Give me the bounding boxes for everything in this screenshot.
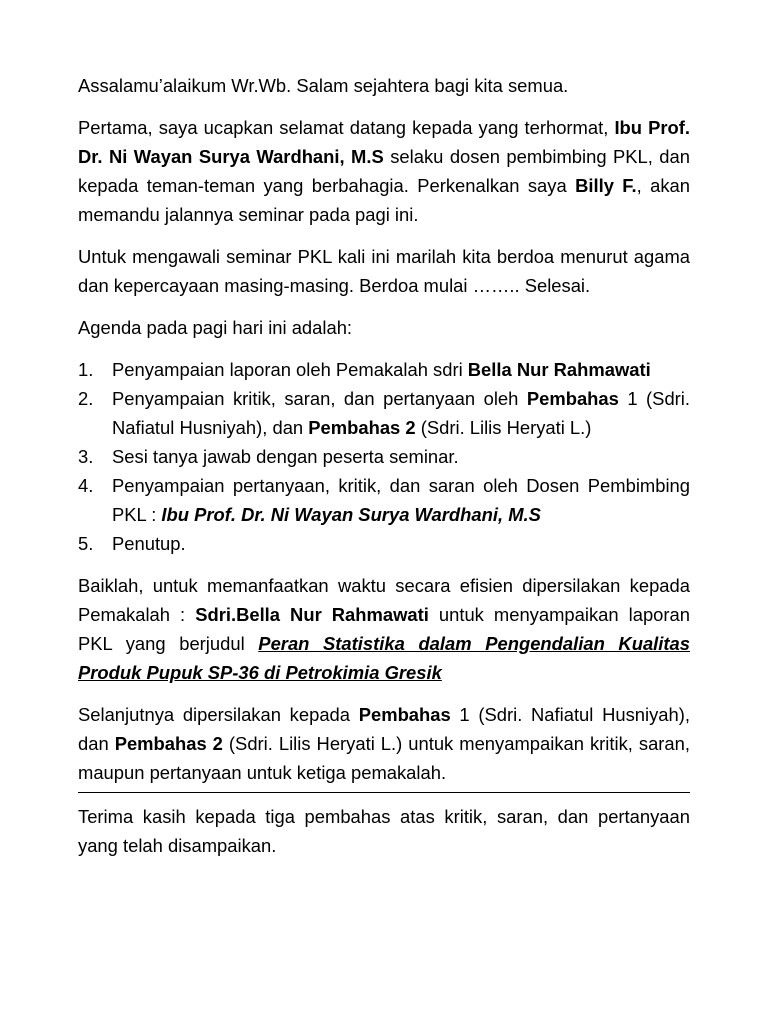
discussants-text-1: Selanjutnya dipersilakan kepada xyxy=(78,704,359,725)
agenda-number: 1. xyxy=(78,359,94,380)
agenda-intro: Agenda pada pagi hari ini adalah: xyxy=(78,317,353,338)
agenda-text: Penyampaian laporan oleh Pemakalah sdri xyxy=(112,359,468,380)
presenter-text-1: Baiklah, untuk memanfaatkan waktu secara efisien dipersilakan kepada Pemakalah : xyxy=(78,575,690,625)
agenda-number: 4. xyxy=(78,475,94,496)
agenda-item-1 xyxy=(78,355,690,384)
agenda-list xyxy=(78,355,690,558)
agenda-text: 1 (Sdri. Nafiatul Husniyah), dan xyxy=(112,388,690,438)
greeting-paragraph: Assalamu’alaikum Wr.Wb. Salam sejahtera bagi kita semua. xyxy=(78,75,569,96)
agenda-number: 2. xyxy=(78,388,94,409)
document-body xyxy=(78,71,690,860)
supervisor-name: Ibu Prof. Dr. Ni Wayan Surya Wardhani, M.S xyxy=(161,504,541,525)
presenter-text-2: untuk menyampaikan laporan PKL yang berjudul xyxy=(78,604,690,654)
agenda-text: Penyampaian pertanyaan, kritik, dan saran oleh Dosen Pembimbing PKL : xyxy=(112,475,690,525)
agenda-item-2 xyxy=(78,384,690,442)
agenda-number: 3. xyxy=(78,446,94,467)
agenda-item-4 xyxy=(78,471,690,529)
discussant-label-1: Pembahas xyxy=(526,388,619,409)
agenda-text: Penutup. xyxy=(112,533,186,554)
discussant-label-1: Pembahas xyxy=(358,704,451,725)
divider-line xyxy=(78,792,690,793)
agenda-item-3 xyxy=(78,442,690,471)
agenda-number: 5. xyxy=(78,533,94,554)
moderator-name: Billy F. xyxy=(575,175,637,196)
agenda-item-5 xyxy=(78,529,690,558)
discussants-paragraph xyxy=(78,700,690,787)
agenda-text: Penyampaian kritik, saran, dan pertanyaan oleh xyxy=(112,388,527,409)
intro-text-2: selaku dosen pembimbing PKL, dan kepada teman-teman yang berbahagia. Perkenalkan saya xyxy=(78,146,690,196)
thanks-paragraph: Terima kasih kepada tiga pembahas atas kritik, saran, dan pertanyaan yang telah disampaikan. xyxy=(78,806,690,856)
supervisor-name: Ibu Prof. Dr. Ni Wayan Surya Wardhani, M.S xyxy=(78,117,691,167)
presenter-paragraph xyxy=(78,571,690,687)
discussants-text-3: (Sdri. Lilis Heryati L.) untuk menyampaikan kritik, saran, maupun pertanyaan untuk ketiga pemakalah. xyxy=(78,733,690,783)
intro-text-1: Pertama, saya ucapkan selamat datang kepada yang terhormat, xyxy=(78,117,615,138)
agenda-text: Sesi tanya jawab dengan peserta seminar. xyxy=(112,446,459,467)
discussant-label-2: Pembahas 2 xyxy=(114,733,223,754)
report-title: Peran Statistika dalam Pengendalian Kualitas Produk Pupuk SP-36 di Petrokimia Gresik xyxy=(78,633,690,683)
prayer-paragraph: Untuk mengawali seminar PKL kali ini marilah kita berdoa menurut agama dan kepercayaan masing-masing. Berdoa mulai …….. Selesai. xyxy=(78,246,690,296)
discussant-label-2: Pembahas 2 xyxy=(308,417,416,438)
intro-text-3: , akan memandu jalannya seminar pada pagi ini. xyxy=(78,175,690,225)
presenter-name: Bella Nur Rahmawati xyxy=(467,359,651,380)
agenda-text: (Sdri. Lilis Heryati L.) xyxy=(415,417,592,438)
intro-paragraph xyxy=(78,113,690,229)
presenter-name: Sdri.Bella Nur Rahmawati xyxy=(195,604,429,625)
discussants-text-2: 1 (Sdri. Nafiatul Husniyah), dan xyxy=(78,704,690,754)
